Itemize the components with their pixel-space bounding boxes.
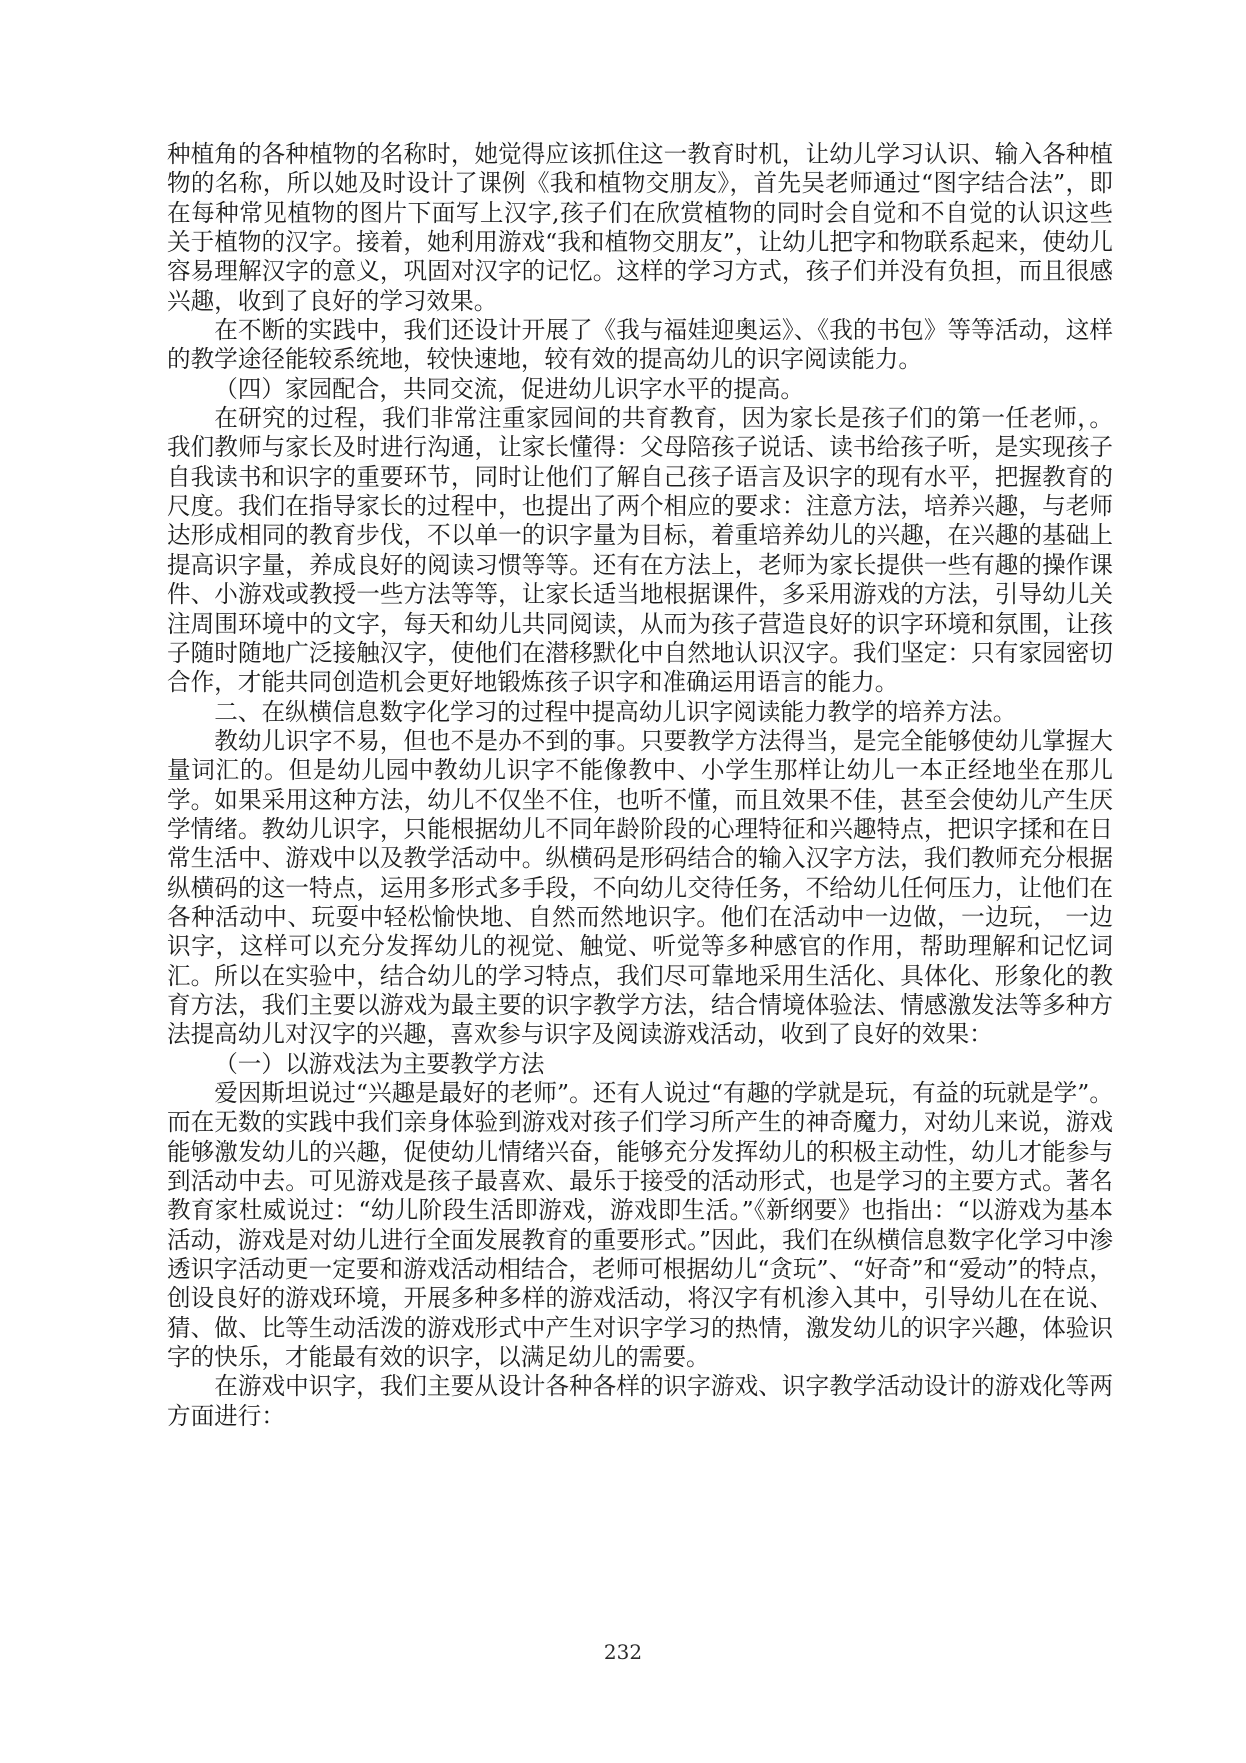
paragraph-continuation: 种植角的各种植物的名称时，她觉得应该抓住这一教育时机，让幼儿学习认识、输入各种植物的名称，所以她及时设计了课例《我和植物交朋友》，首先吴老师通过“图字结合法”，即在每种常见植物的图片下面写上汉字,孩子们在欣赏植物的同时会自觉和不自觉的认识这些关于植物的汉字。接着，她利用游戏“我和植物交朋友”，让幼儿把字和物联系起来，使幼儿容易理解汉字的意义，巩固对汉字的记忆。这样的学习方式，孩子们并没有负担，而且很感兴趣，收到了良好的学习效果。 xyxy=(167,140,1113,315)
document-body-text xyxy=(167,140,1113,1431)
paragraph: 在研究的过程，我们非常注重家园间的共育教育，因为家长是孩子们的第一任老师，。我们教师与家长及时进行沟通，让家长懂得：父母陪孩子说话、读书给孩子听，是实现孩子自我读书和识字的重要环节，同时让他们了解自己孩子语言及识字的现有水平，把握教育的尺度。我们在指导家长的过程中，也提出了两个相应的要求：注意方法，培养兴趣，与老师达形成相同的教育步伐，不以单一的识字量为目标，着重培养幼儿的兴趣，在兴趣的基础上提高识字量，养成良好的阅读习惯等等。还有在方法上，老师为家长提供一些有趣的操作课件、小游戏或教授一些方法等等，让家长适当地根据课件，多采用游戏的方法，引导幼儿关注周围环境中的文字，每天和幼儿共同阅读，从而为孩子营造良好的识字环境和氛围，让孩子随时随地广泛接触汉字，使他们在潜移默化中自然地认识汉字。我们坚定：只有家园密切合作，才能共同创造机会更好地锻炼孩子识字和准确运用语言的能力。 xyxy=(167,404,1113,697)
subsection-heading-1: （一）以游戏法为主要教学方法 xyxy=(214,1049,545,1078)
paragraph: 在游戏中识字，我们主要从设计各种各样的识字游戏、识字教学活动设计的游戏化等两方面进行： xyxy=(167,1372,1113,1430)
section-heading-2: 二、在纵横信息数字化学习的过程中提高幼儿识字阅读能力教学的培养方法。 xyxy=(214,697,1017,726)
paragraph: 教幼儿识字不易，但也不是办不到的事。只要教学方法得当，是完全能够使幼儿掌握大量词汇的。但是幼儿园中教幼儿识字不能像教中、小学生那样让幼儿一本正经地坐在那儿学。如果采用这种方法，幼儿不仅坐不住，也听不懂，而且效果不佳，甚至会使幼儿产生厌学情绪。教幼儿识字，只能根据幼儿不同年龄阶段的心理特征和兴趣特点，把识字揉和在日常生活中、游戏中以及教学活动中。纵横码是形码结合的输入汉字方法，我们教师充分根据纵横码的这一特点，运用多形式多手段，不向幼儿交待任务，不给幼儿任何压力，让他们在各种活动中、玩耍中轻松愉快地、自然而然地识字。他们在活动中一边做，一边玩， 一边识字，这样可以充分发挥幼儿的视觉、触觉、听觉等多种感官的作用，帮助理解和记忆词汇。所以在实验中，结合幼儿的学习特点，我们尽可靠地采用生活化、具体化、形象化的教育方法，我们主要以游戏为最主要的识字教学方法，结合情境体验法、情感激发法等多种方法提高幼儿对汉字的兴趣，喜欢参与识字及阅读游戏活动，收到了良好的效果： xyxy=(167,726,1113,1049)
page-number: 232 xyxy=(603,1640,643,1664)
paragraph: 爱因斯坦说过“兴趣是最好的老师”。还有人说过“有趣的学就是玩，有益的玩就是学”。而在无数的实践中我们亲身体验到游戏对孩子们学习所产生的神奇魔力，对幼儿来说，游戏能够激发幼儿的兴趣，促使幼儿情绪兴奋，能够充分发挥幼儿的积极主动性，幼儿才能参与到活动中去。可见游戏是孩子最喜欢、最乐于接受的活动形式，也是学习的主要方式。著名教育家杜威说过：“幼儿阶段生活即游戏，游戏即生活。”《新纲要》也指出：“以游戏为基本活动，游戏是对幼儿进行全面发展教育的重要形式。”因此，我们在纵横信息数字化学习中渗透识字活动更一定要和游戏活动相结合，老师可根据幼儿“贪玩”、“好奇”和“爱动”的特点，创设良好的游戏环境，开展多种多样的游戏活动，将汉字有机渗入其中，引导幼儿在在说、猜、做、比等生动活泼的游戏形式中产生对识字学习的热情，激发幼儿的识字兴趣，体验识字的快乐，才能最有效的识字，以满足幼儿的需要。 xyxy=(167,1079,1113,1372)
section-heading-4: （四）家园配合，共同交流，促进幼儿识字水平的提高。 xyxy=(214,374,805,403)
paragraph: 在不断的实践中，我们还设计开展了《我与福娃迎奥运》、《我的书包》等等活动，这样的教学途径能较系统地，较快速地，较有效的提高幼儿的识字阅读能力。 xyxy=(167,316,1113,374)
